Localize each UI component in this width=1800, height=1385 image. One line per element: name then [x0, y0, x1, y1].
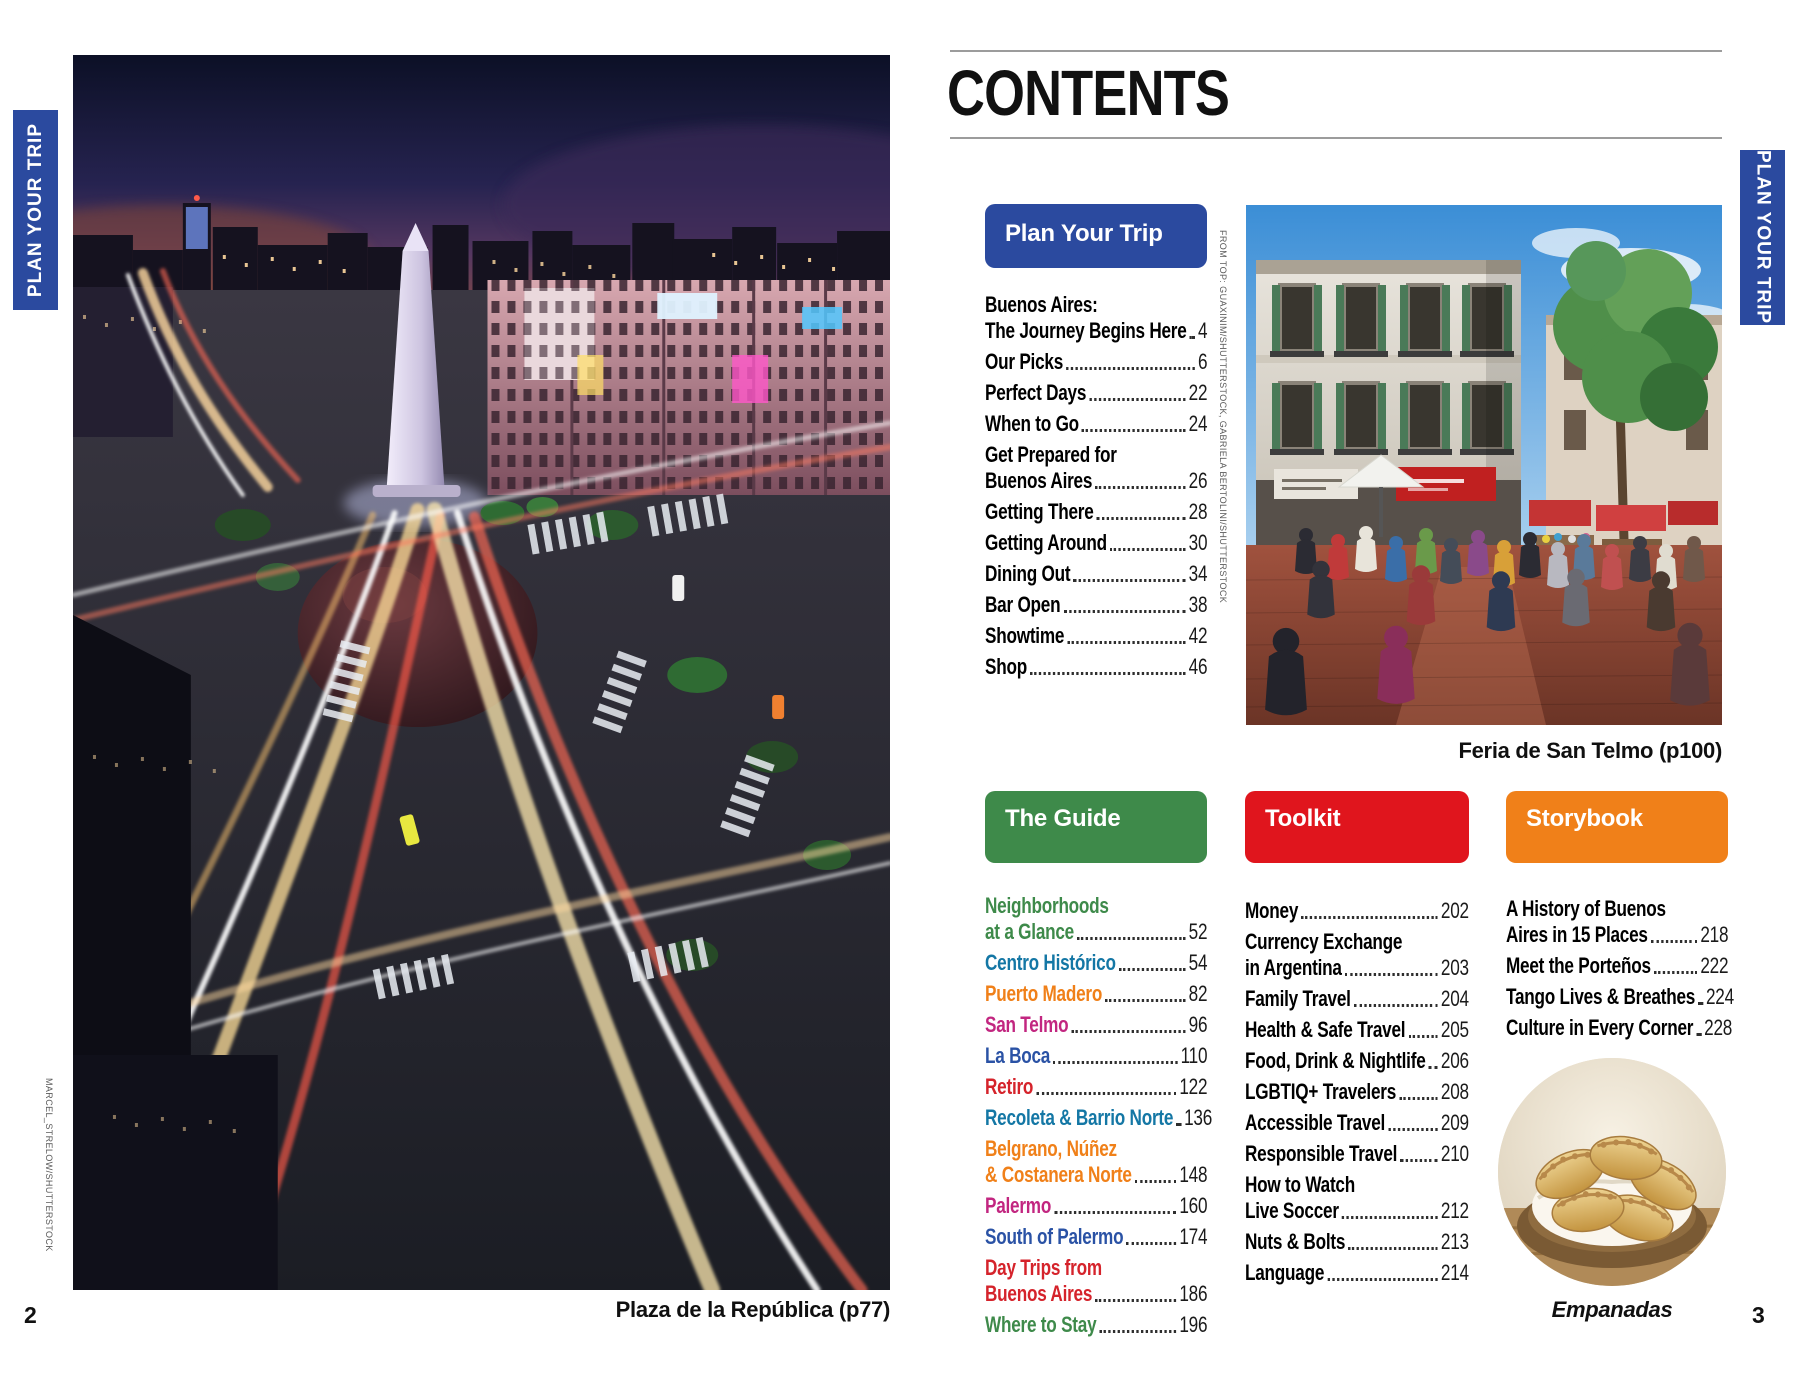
dotted-leader	[1110, 530, 1186, 556]
toc-entry-page: 46	[1188, 654, 1208, 679]
toc-entry[interactable]	[1506, 984, 1734, 1010]
toc-entry[interactable]	[1245, 1110, 1469, 1136]
toc-entry[interactable]	[985, 292, 1207, 344]
toc-entry-page: 209	[1440, 1110, 1469, 1135]
toc-entry-label: Our Picks	[985, 349, 1064, 374]
toc-entry-page: 160	[1179, 1193, 1208, 1218]
toc-entry[interactable]	[985, 1136, 1207, 1188]
toc-entry-page: 186	[1179, 1281, 1208, 1306]
toc-entry-page: 28	[1188, 499, 1208, 524]
toc-entry-line1: Currency Exchange	[1245, 929, 1403, 954]
dotted-leader	[1063, 592, 1185, 618]
toc-entry[interactable]	[985, 654, 1207, 680]
toc-entry-label: Showtime	[985, 623, 1065, 648]
divider-bottom	[950, 137, 1722, 139]
plaza-republica-photo	[73, 55, 890, 1290]
toc-entry[interactable]	[1506, 896, 1728, 948]
dotted-leader	[1073, 561, 1185, 587]
dotted-leader	[1066, 349, 1195, 375]
toc-entry-label: Getting Around	[985, 530, 1107, 555]
toc-entry-label: Retiro	[985, 1074, 1034, 1099]
toc-entry-page: 34	[1188, 561, 1208, 586]
section-header-toolkit	[1245, 791, 1469, 863]
toc-entry-label: Live Soccer	[1245, 1198, 1339, 1223]
toc-entry-label: LGBTIQ+ Travelers	[1245, 1079, 1397, 1104]
toc-entry-page: 82	[1188, 981, 1208, 1006]
toc-entry-page: 42	[1188, 623, 1208, 648]
toc-entry-page: 54	[1188, 950, 1208, 975]
dotted-leader	[1301, 898, 1438, 924]
toc-entry-line1: Belgrano, Núñez	[985, 1136, 1117, 1161]
toc-entry-page: 213	[1440, 1229, 1469, 1254]
toc-entry[interactable]	[1506, 953, 1728, 979]
dotted-leader	[1190, 318, 1195, 344]
toc-entry-page: 24	[1188, 411, 1208, 436]
toc-entry-label: Dining Out	[985, 561, 1071, 586]
toc-entry-label: When to Go	[985, 411, 1079, 436]
toc-entry-page: 203	[1440, 955, 1469, 980]
plan-your-trip-tab-left	[13, 110, 58, 310]
toc-entry[interactable]	[985, 1193, 1207, 1219]
toc-entry-line1: How to Watch	[1245, 1172, 1355, 1197]
empanadas-photo	[1498, 1058, 1726, 1286]
toc-entry[interactable]	[1245, 1079, 1469, 1105]
empanadas-illustration	[1498, 1058, 1726, 1286]
toc-list-the-guide	[985, 893, 1213, 1343]
san-telmo-illustration	[1246, 205, 1722, 725]
toc-entry-page: 218	[1700, 922, 1729, 947]
toc-entry-label: Food, Drink & Nightlife	[1245, 1048, 1426, 1073]
toc-entry[interactable]	[1245, 929, 1469, 981]
plaza-caption: Plaza de la República (p77)	[615, 1297, 890, 1322]
toc-entry-label: Bar Open	[985, 592, 1061, 617]
dotted-leader	[1651, 922, 1697, 948]
toc-entry-page: 210	[1440, 1141, 1469, 1166]
toc-entry-page: 205	[1440, 1017, 1469, 1042]
page-number-left: 2	[24, 1302, 37, 1328]
toc-entry[interactable]	[985, 349, 1207, 375]
toc-entry-page: 212	[1440, 1198, 1469, 1223]
toc-entry[interactable]	[1245, 898, 1469, 924]
dotted-leader	[1105, 981, 1185, 1007]
toc-entry-label: & Costanera Norte	[985, 1162, 1132, 1187]
toc-entry-page: 214	[1440, 1260, 1469, 1285]
dotted-leader	[1135, 1162, 1176, 1188]
san-telmo-caption: Feria de San Telmo (p100)	[1458, 738, 1722, 763]
toc-entry-page: 228	[1704, 1015, 1733, 1040]
toc-entry-label: South of Palermo	[985, 1224, 1124, 1249]
dotted-leader	[1089, 380, 1185, 406]
toc-entry[interactable]	[985, 950, 1207, 976]
toc-entry-page: 6	[1197, 349, 1208, 374]
dotted-leader	[1054, 1193, 1176, 1219]
dotted-leader	[1348, 1229, 1438, 1255]
toc-entry-page: 196	[1179, 1312, 1208, 1337]
toc-entry-label: San Telmo	[985, 1012, 1069, 1037]
toc-list-toolkit	[1245, 898, 1469, 1291]
dotted-leader	[1095, 1281, 1176, 1307]
dotted-leader	[1354, 986, 1438, 1012]
dotted-leader	[1077, 919, 1185, 945]
toc-entry[interactable]	[985, 1012, 1207, 1038]
toc-entry-label: Where to Stay	[985, 1312, 1097, 1337]
dotted-leader	[1408, 1017, 1437, 1043]
toc-entry-label: in Argentina	[1245, 955, 1342, 980]
dotted-leader	[1072, 1012, 1186, 1038]
toc-entry-label: Language	[1245, 1260, 1325, 1285]
dotted-leader	[1696, 1015, 1701, 1041]
toc-entry-label: Tango Lives & Breathes	[1506, 984, 1696, 1009]
toc-entry-label: The Journey Begins Here	[985, 318, 1187, 343]
section-header-plan-your-trip	[985, 204, 1207, 268]
section-label: Toolkit	[1265, 805, 1341, 832]
toc-entry-label: Centro Histórico	[985, 950, 1116, 975]
toc-entry-label: Palermo	[985, 1193, 1052, 1218]
dotted-leader	[1176, 1105, 1181, 1131]
dotted-leader	[1030, 654, 1185, 680]
toc-entry[interactable]	[985, 442, 1207, 494]
photo-credit-right: FROM TOP: GUAXINIM/SHUTTERSTOCK, GABRIELA BERTOLINI/SHUTTERSTOCK	[1218, 230, 1228, 604]
toc-entry-label: Buenos Aires	[985, 468, 1093, 493]
toc-list-plan-your-trip	[985, 292, 1207, 685]
toc-entry-label: Family Travel	[1245, 986, 1351, 1011]
tab-label: PLAN YOUR TRIP	[24, 122, 46, 298]
toc-entry-label: Culture in Every Corner	[1506, 1015, 1694, 1040]
toc-entry-label: Nuts & Bolts	[1245, 1229, 1346, 1254]
dotted-leader	[1097, 499, 1186, 525]
toc-entry[interactable]	[985, 530, 1207, 556]
dotted-leader	[1100, 1312, 1177, 1338]
toc-entry[interactable]	[1245, 986, 1469, 1012]
dotted-leader	[1399, 1079, 1438, 1105]
dotted-leader	[1698, 984, 1703, 1010]
toc-entry-page: 110	[1180, 1043, 1208, 1068]
toc-entry-label: Puerto Madero	[985, 981, 1103, 1006]
photo-credit-left: MARCEL_STRELOW/SHUTTERSTOCK	[44, 1078, 54, 1252]
toc-entry-page: 136	[1184, 1105, 1213, 1130]
dotted-leader	[1342, 1198, 1438, 1224]
toc-entry-line1: Buenos Aires:	[985, 292, 1098, 317]
toc-entry-label: Recoleta & Barrio Norte	[985, 1105, 1174, 1130]
toc-entry[interactable]	[1245, 1048, 1469, 1074]
toc-entry-line1: Day Trips from	[985, 1255, 1102, 1280]
toc-entry-label: Accessible Travel	[1245, 1110, 1386, 1135]
toc-entry-page: 22	[1188, 380, 1208, 405]
toc-entry-line1: Get Prepared for	[985, 442, 1117, 467]
dotted-leader	[1119, 950, 1186, 976]
toc-entry-label: Shop	[985, 654, 1027, 679]
toc-entry[interactable]	[1245, 1141, 1469, 1167]
toc-entry[interactable]	[985, 499, 1207, 525]
toc-entry-page: 52	[1188, 919, 1208, 944]
toc-entry-page: 96	[1188, 1012, 1208, 1037]
contents-title: CONTENTS	[947, 57, 1230, 129]
toc-entry-label: Perfect Days	[985, 380, 1087, 405]
dotted-leader	[1067, 623, 1185, 649]
dotted-leader	[1327, 1260, 1438, 1286]
plaza-republica-illustration	[73, 55, 890, 1290]
toc-entry-page: 224	[1705, 984, 1734, 1009]
toc-entry[interactable]	[985, 1074, 1207, 1100]
toc-entry[interactable]	[985, 623, 1207, 649]
toc-entry-label: La Boca	[985, 1043, 1051, 1068]
san-telmo-photo	[1246, 205, 1722, 725]
toc-entry[interactable]	[985, 1224, 1207, 1250]
dotted-leader	[1654, 953, 1697, 979]
toc-entry[interactable]	[1245, 1229, 1469, 1255]
dotted-leader	[1429, 1048, 1438, 1074]
toc-entry[interactable]	[985, 592, 1207, 618]
toc-entry-line1: A History of Buenos	[1506, 896, 1666, 921]
toc-entry-page: 174	[1179, 1224, 1208, 1249]
toc-entry[interactable]	[1245, 1260, 1469, 1286]
toc-entry[interactable]	[1506, 1015, 1733, 1041]
tab-label: PLAN YOUR TRIP	[1752, 150, 1774, 325]
toc-entry-label: Getting There	[985, 499, 1094, 524]
toc-entry-page: 26	[1188, 468, 1208, 493]
toc-entry[interactable]	[985, 411, 1207, 437]
toc-entry[interactable]	[1245, 1017, 1469, 1043]
divider-top	[950, 50, 1722, 52]
toc-entry-page: 208	[1440, 1079, 1469, 1104]
toc-entry[interactable]	[985, 1043, 1207, 1069]
section-label: Storybook	[1526, 805, 1643, 832]
dotted-leader	[1095, 468, 1185, 494]
toc-entry[interactable]	[985, 380, 1207, 406]
dotted-leader	[1388, 1110, 1438, 1136]
toc-entry[interactable]	[985, 1255, 1207, 1307]
toc-entry-label: Aires in 15 Places	[1506, 922, 1648, 947]
toc-entry-page: 222	[1700, 953, 1729, 978]
plan-your-trip-tab-right	[1740, 150, 1785, 325]
toc-entry-page: 206	[1440, 1048, 1469, 1073]
toc-entry-page: 122	[1179, 1074, 1208, 1099]
toc-entry-page: 4	[1197, 318, 1208, 343]
toc-entry[interactable]	[985, 561, 1207, 587]
page-number-right: 3	[1752, 1302, 1765, 1328]
toc-entry-label: at a Glance	[985, 919, 1074, 944]
toc-entry-label: Health & Safe Travel	[1245, 1017, 1406, 1042]
section-label: Plan Your Trip	[1005, 220, 1163, 247]
dotted-leader	[1126, 1224, 1176, 1250]
toc-entry-page: 38	[1188, 592, 1208, 617]
toc-entry-label: Money	[1245, 898, 1299, 923]
dotted-leader	[1400, 1141, 1437, 1167]
toc-list-storybook	[1506, 896, 1734, 1046]
toc-entry-page: 204	[1440, 986, 1469, 1011]
dotted-leader	[1053, 1043, 1177, 1069]
dotted-leader	[1036, 1074, 1176, 1100]
toc-entry[interactable]	[1245, 1172, 1469, 1224]
toc-entry[interactable]	[985, 1105, 1213, 1131]
toc-entry-label: Responsible Travel	[1245, 1141, 1398, 1166]
section-label: The Guide	[1005, 805, 1121, 832]
dotted-leader	[1082, 411, 1186, 437]
dotted-leader	[1345, 955, 1438, 981]
section-header-storybook	[1506, 791, 1728, 863]
toc-entry[interactable]	[985, 893, 1207, 945]
toc-entry-page: 30	[1188, 530, 1208, 555]
empanadas-caption: Empanadas	[1551, 1297, 1673, 1322]
toc-entry[interactable]	[985, 981, 1207, 1007]
toc-entry-page: 148	[1179, 1162, 1208, 1187]
toc-entry-page: 202	[1440, 898, 1469, 923]
toc-entry-label: Meet the Porteños	[1506, 953, 1651, 978]
section-header-the-guide	[985, 791, 1207, 863]
toc-entry[interactable]	[985, 1312, 1207, 1338]
toc-entry-line1: Neighborhoods	[985, 893, 1109, 918]
toc-entry-label: Buenos Aires	[985, 1281, 1093, 1306]
